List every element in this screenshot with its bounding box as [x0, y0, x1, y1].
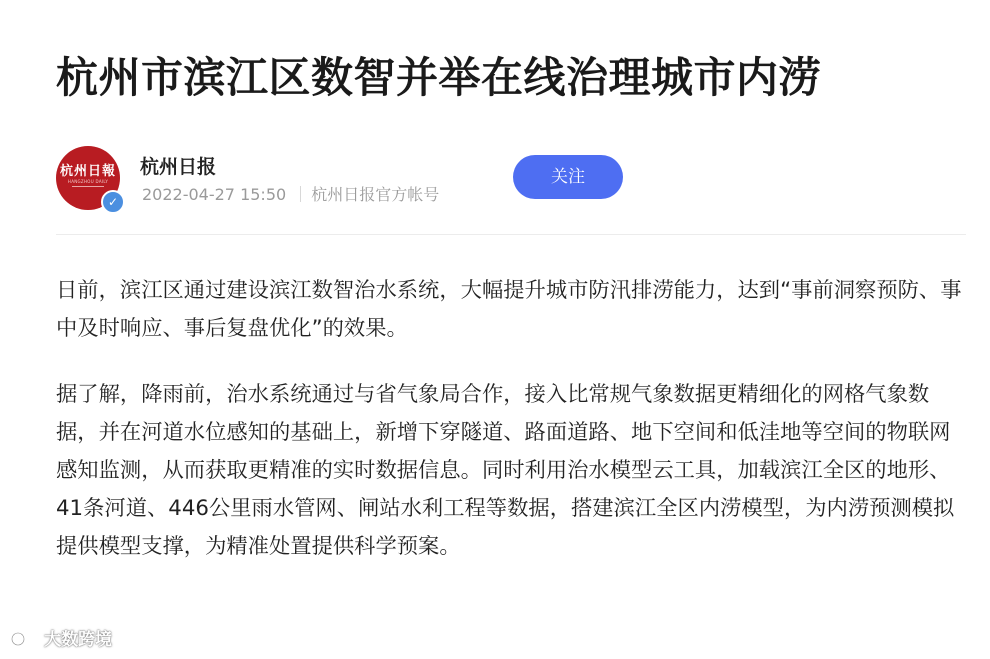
publish-date: 2022-04-27 15:50: [142, 185, 287, 204]
avatar-logo-text: 杭州日報: [59, 164, 116, 179]
watermark-text: 大数跨境: [44, 630, 112, 650]
article-title: 杭州市滨江区数智并举在线治理城市内涝: [56, 53, 822, 102]
author-name[interactable]: 杭州日报: [140, 156, 217, 178]
brand-logo-icon: [10, 629, 40, 649]
header-divider: [56, 234, 966, 235]
avatar-divider: [72, 186, 104, 187]
author-bar: [56, 146, 956, 216]
verified-check-icon: ✓: [101, 190, 125, 214]
avatar-logo-subtext: HANGZHOU DAILY: [67, 179, 109, 184]
article-paragraph: 据了解，降雨前，治水系统通过与省气象局合作，接入比常规气象数据更精细化的网格气象数据，并在河道水位感知的基础上，新增下穿隧道、路面道路、地下空间和低洼地等空间的物联网感知监测，从而获取更精准的实时数据信息。同时利用治水模型云工具，加载滨江全区的地形、41条河道、446公里雨水管网、闸站水利工程等数据，搭建滨江全区内涝模型，为内涝预测模拟提供模型支撑，为精准处置提供科学预案。: [56, 382, 955, 559]
watermark: [10, 625, 112, 650]
account-type: 杭州日报官方帐号: [311, 185, 440, 204]
post-meta: [142, 182, 439, 205]
follow-button[interactable]: 关注: [513, 155, 623, 199]
article-paragraph: 日前，滨江区通过建设滨江数智治水系统，大幅提升城市防汛排涝能力，达到“事前洞察预防、事中及时响应、事后复盘优化”的效果。: [56, 278, 962, 341]
meta-divider: [300, 186, 301, 202]
article-body: [56, 272, 966, 594]
